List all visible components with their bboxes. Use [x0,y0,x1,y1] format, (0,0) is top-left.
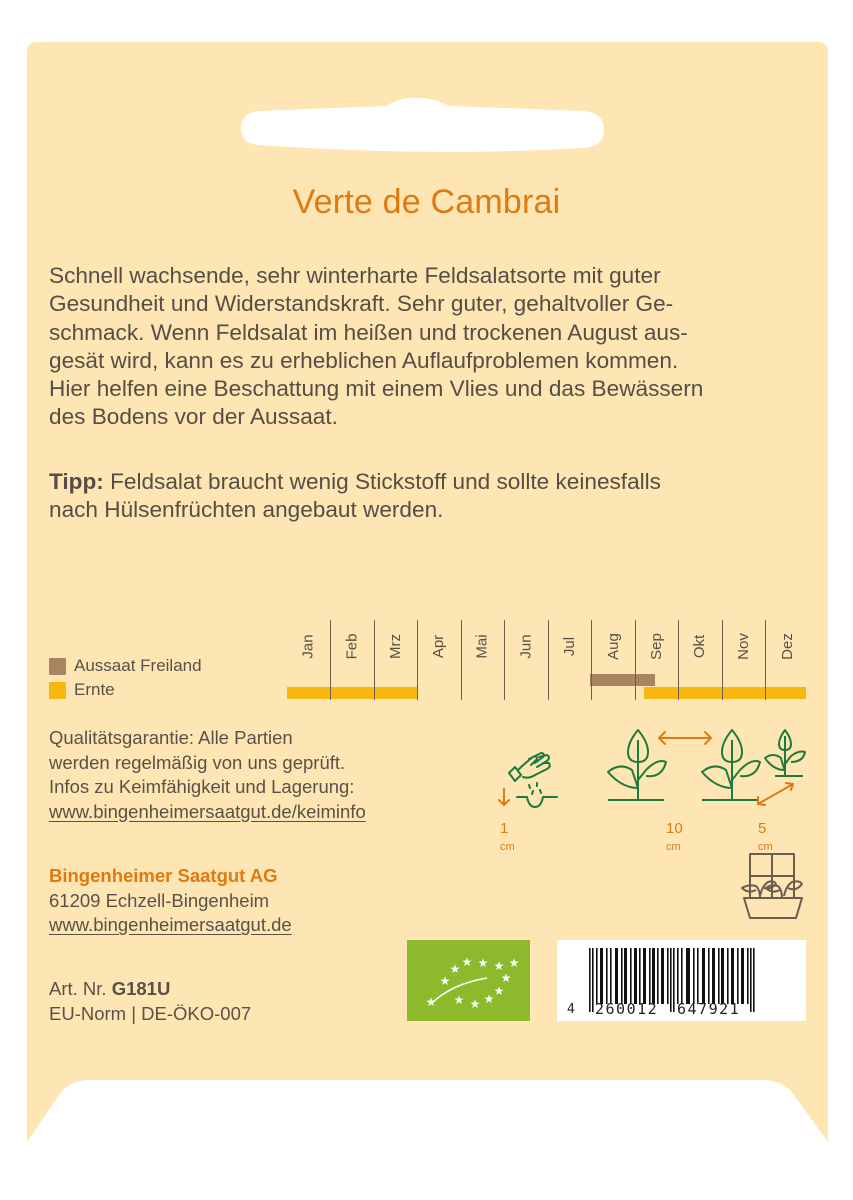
svg-text:★: ★ [483,992,495,1006]
month-jun: Jun [517,633,535,659]
legend-label: Ernte [74,680,115,699]
eu-organic-logo [407,940,530,1021]
month-mrz: Mrz [387,633,404,659]
description-line: Schnell wachsende, sehr winterharte Feldsalatsorte mit guter [49,263,661,288]
month-feb: Feb [343,633,361,659]
description-line: Hier helfen eine Beschattung mit einem Vlies und das Bewässern [49,376,704,402]
svg-text:★: ★ [493,984,505,998]
legend-label: Aussaat Freiland [74,656,202,675]
company-info [49,864,292,938]
variety-title: Verte de Cambrai [292,183,561,221]
hand-sowing-icon [495,745,565,815]
tip-label: Tipp: [49,469,104,494]
variety-description [49,262,819,432]
barcode-group-1: 260012 [595,1000,659,1018]
description-line: gesät wird, kann es zu erheblichen Auflaufproblemen kommen. [49,347,679,373]
growing-calendar [287,620,808,700]
harvest-swatch [49,682,66,699]
company-address: 61209 Echzell-Bingenheim [49,889,270,911]
bottom-cutout [0,1070,853,1200]
svg-text:★: ★ [453,993,465,1007]
company-website-link[interactable]: www.bingenheimersaatgut.de [49,914,292,935]
sowing-bar [590,674,655,686]
description-line: des Bodens vor der Aussaat. [49,404,338,430]
month-nov: Nov [735,632,752,660]
month-jul: Jul [561,636,578,656]
tip-text [49,468,819,525]
quality-line: werden regelmäßig von uns geprüft. [49,751,346,773]
window-box-icon [738,850,808,922]
ean-barcode [557,940,806,1021]
harvest-bar-autumn [644,687,806,699]
barcode-number [557,1000,806,1018]
legend-item-sowing [49,654,202,678]
barcode-first-digit: 4 [567,1002,575,1017]
month-apr: Apr [430,634,448,658]
svg-text:★: ★ [493,959,505,973]
eu-organic-leaf-icon [407,940,530,1021]
svg-text:★: ★ [477,956,489,970]
harvest-bar-spring [287,687,417,699]
quality-guarantee [49,726,366,824]
month-jan: Jan [300,633,317,659]
eu-norm: EU-Norm | DE-ÖKO-007 [49,1003,252,1024]
month-okt: Okt [691,634,709,658]
tip-line-1: Feldsalat braucht wenig Stickstoff und sollte keinesfalls [103,469,661,494]
month-dez: Dez [778,632,796,660]
plant-icon [700,728,762,804]
month-sep: Sep [647,632,665,660]
row-spacing-label: 10 cm [666,820,683,853]
barcode-group-2: 647921 [677,1000,741,1018]
plant-spacing-label: 5 cm [758,820,773,853]
svg-text:★: ★ [461,955,473,969]
article-label: Art. Nr. [49,978,112,999]
sowing-depth-label: 1 cm [500,820,515,853]
description-line: schmack. Wenn Feldsalat im heißen und trockenen August aus- [49,319,688,345]
svg-text:★: ★ [508,956,520,970]
svg-text:★: ★ [425,995,437,1009]
sowing-swatch [49,658,66,675]
article-number: G181U [111,978,171,999]
svg-text:★: ★ [439,974,451,988]
quality-line: Infos zu Keimfähigkeit und Lagerung: [49,776,355,797]
keiminfo-link[interactable]: www.bingenheimersaatgut.de/keiminfo [49,800,366,822]
month-mai: Mai [473,633,491,659]
svg-text:★: ★ [449,962,461,976]
article-info [49,976,251,1026]
calendar-legend [49,654,202,702]
quality-line: Qualitätsgarantie: Alle Partien [49,727,293,748]
svg-text:★: ★ [500,971,512,985]
small-plant-icon [763,728,809,782]
hang-hole [239,96,619,156]
svg-text:★: ★ [469,997,481,1011]
description-line: Gesundheit und Widerstandskraft. Sehr guter, gehaltvoller Ge- [49,291,674,317]
plant-spacing-arrow-icon [755,780,797,808]
tip-line-2: nach Hülsenfrüchten angebaut werden. [49,497,444,523]
month-aug: Aug [604,632,622,660]
legend-item-harvest [49,678,202,702]
company-name: Bingenheimer Saatgut AG [49,865,278,886]
